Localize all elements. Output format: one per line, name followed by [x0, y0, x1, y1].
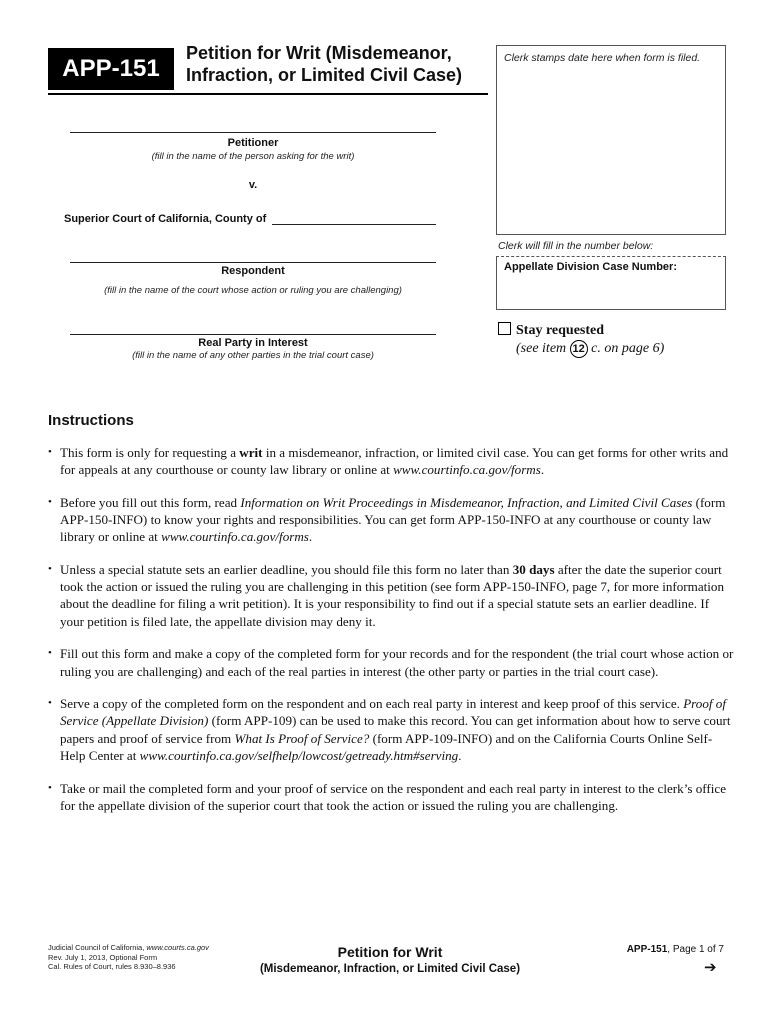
self-help-link[interactable]: www.courtinfo.ca.gov/selfhelp/lowcost/getready.htm#serving	[139, 747, 459, 763]
stay-requested-label: Stay requested	[516, 323, 605, 338]
stay-see-prefix: (see item	[516, 341, 567, 356]
respondent-hint: (fill in the name of the court whose action or ruling you are challenging)	[104, 285, 402, 296]
real-party-hint: (fill in the name of any other parties in the trial court case)	[132, 350, 374, 361]
court-county-label: Superior Court of California, County of	[64, 213, 267, 225]
instructions-list	[48, 444, 734, 829]
instruction-item: • Unless a special statute sets an earlier deadline, you should file this form no later than 30 days after the date the superior court took the action or issued the ruling you are challenging in this petition (see form APP-150-INFO, page 7, for more information about the deadline for filing a writ petition). It is your responsibility to find out if a special statute sets an earlier deadline. If your petition is filed late, the appellate division may deny it.	[48, 561, 734, 630]
respondent-label: Respondent	[221, 265, 285, 277]
real-party-field[interactable]	[70, 334, 436, 335]
petitioner-label: Petitioner	[227, 137, 279, 149]
instruction-item: • Before you fill out this form, read Information on Writ Proceedings in Misdemeanor, Infraction, and Limited Civil Cases (form APP-150-INFO) to know your rights and responsibilities. You can get form APP-150-INFO at any courthouse or county law library or online at www.courtinfo.ca.gov/forms.	[48, 494, 734, 546]
stay-see-suffix: c. on page 6)	[591, 341, 665, 356]
instruction-item: • Take or mail the completed form and your proof of service on the respondent and each real party in interest to the clerk’s office for the appellate division of the superior court that took the action or issued the ruling you are challenging.	[48, 780, 734, 814]
case-number-box[interactable]	[496, 256, 726, 310]
courts-link[interactable]: www.courts.ca.gov	[146, 943, 209, 952]
instruction-item: • Serve a copy of the completed form on the respondent and on each real party in interest and keep proof of this service. Proof of Service (Appellate Division) (form APP-109) can be used to make this record. You can get information about how to serve court papers and proof of service from What Is Proof of Service? (form APP-109-INFO) and on the California Courts Online Self-Help Center at www.courtinfo.ca.gov/selfhelp/lowcost/getready.htm#serving.	[48, 695, 734, 764]
forms-link[interactable]: www.courtinfo.ca.gov/forms	[393, 462, 541, 478]
clerk-stamp-text: Clerk stamps date here when form is filed.	[504, 52, 701, 64]
respondent-field[interactable]	[70, 262, 436, 263]
real-party-label: Real Party in Interest	[198, 337, 308, 349]
form-title-line1: Petition for Writ (Misdemeanor,	[186, 43, 452, 63]
versus-label: v.	[248, 179, 258, 191]
title-rule	[48, 93, 488, 95]
clerk-fill-note: Clerk will fill in the number below:	[498, 240, 654, 252]
court-county-field[interactable]	[272, 224, 436, 225]
instructions-title: Instructions	[48, 412, 134, 429]
form-title-line2: Infraction, or Limited Civil Case)	[186, 65, 463, 85]
stay-see-note	[498, 340, 664, 358]
stay-requested	[498, 322, 664, 358]
petitioner-hint: (fill in the name of the person asking for the writ)	[151, 151, 355, 162]
next-page-arrow-icon[interactable]: ➔	[704, 959, 717, 976]
footer-citation: Judicial Council of California, www.courts.ca.gov Rev. July 1, 2013, Optional Form Cal. Rules of Court, rules 8.930–8.936	[48, 943, 209, 971]
item-number-circle: 12	[570, 340, 588, 358]
instruction-item: • This form is only for requesting a writ in a misdemeanor, infraction, or limited civil case. You can get forms for other writs and for appeals at any courthouse or county law library or online at www.courtinfo.ca.gov/forms.	[48, 444, 734, 478]
form-number: APP-151	[62, 55, 160, 82]
clerk-stamp-box	[496, 45, 726, 235]
form-number-badge	[48, 48, 174, 90]
page-number: APP-151, Page 1 of 7	[626, 944, 724, 955]
forms-link[interactable]: www.courtinfo.ca.gov/forms	[161, 529, 309, 545]
footer-title: Petition for Writ (Misdemeanor, Infraction, or Limited Civil Case)	[259, 944, 521, 975]
stay-requested-checkbox[interactable]	[498, 322, 511, 335]
case-number-label: Appellate Division Case Number:	[504, 261, 677, 273]
form-title	[186, 42, 486, 86]
petitioner-field[interactable]	[70, 132, 436, 133]
instruction-item: • Fill out this form and make a copy of the completed form for your records and for the respondent (the trial court whose action or ruling you are challenging) and each of the real parties in interest (the other party or parties in the trial court case).	[48, 645, 734, 679]
